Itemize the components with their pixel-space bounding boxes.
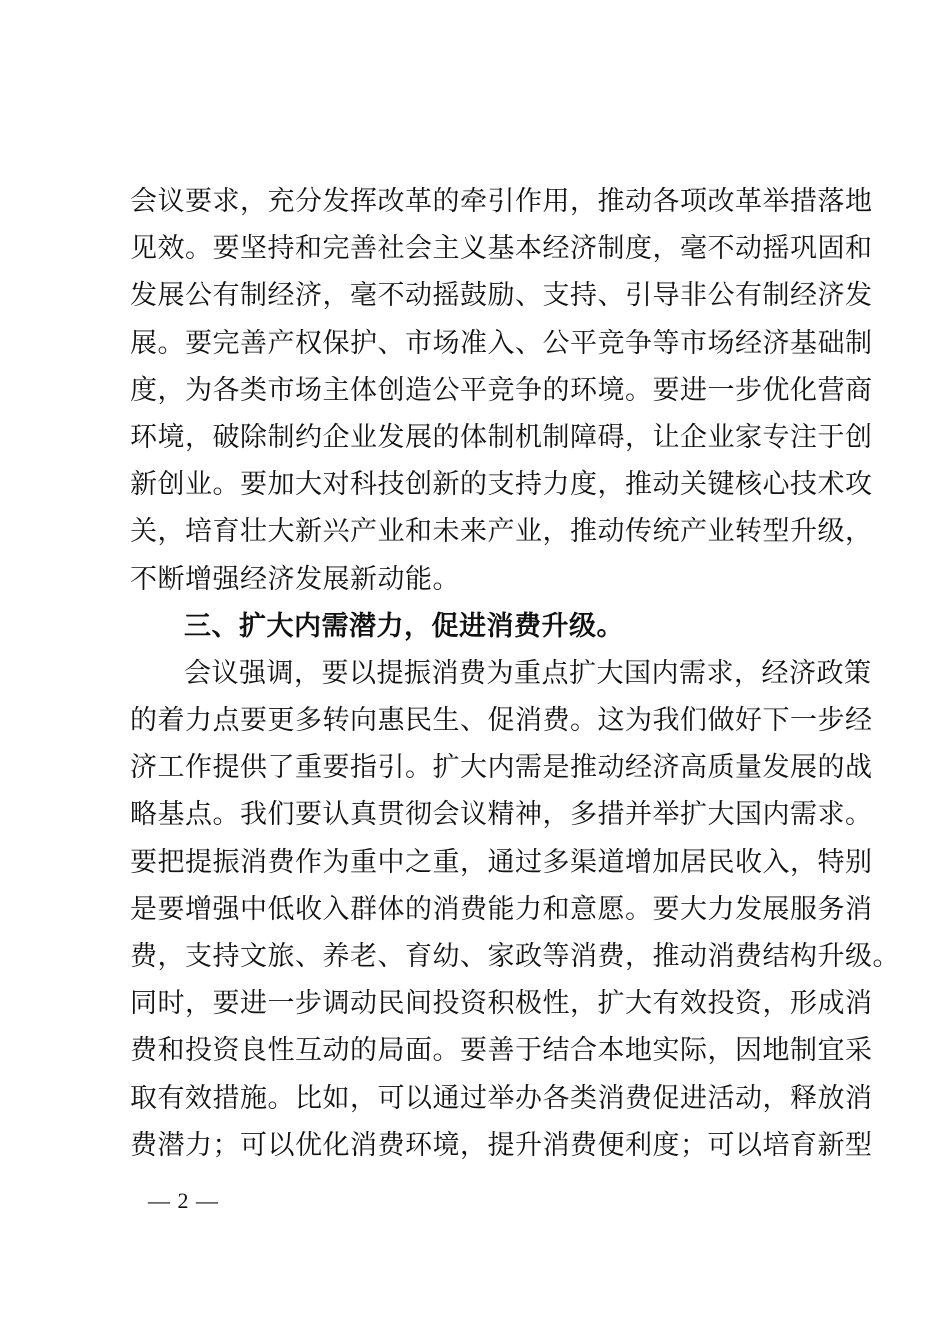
- paragraph-line: 同时，要进一步调动民间投资积极性，扩大有效投资，形成消: [130, 988, 873, 1020]
- paragraph-line: 见效。要坚持和完善社会主义基本经济制度，毫不动摇巩固和: [130, 233, 873, 265]
- paragraph-line: 环境，破除制约企业发展的体制机制障碍，让企业家专注于创: [130, 421, 873, 453]
- paragraph-line: 略基点。我们要认真贯彻会议精神，多措并举扩大国内需求。: [130, 799, 873, 831]
- paragraph-line: 费和投资良性互动的局面。要善于结合本地实际，因地制宜采: [130, 1035, 873, 1067]
- page-number: — 2 —: [148, 1188, 219, 1213]
- paragraph-line: 关，培育壮大新兴产业和未来产业，推动传统产业转型升级，: [130, 516, 873, 548]
- paragraph-line: 度，为各类市场主体创造公平竞争的环境。要进一步优化营商: [130, 374, 873, 406]
- paragraph-line: 取有效措施。比如，可以通过举办各类消费促进活动，释放消: [130, 1082, 873, 1114]
- paragraph-line: 济工作提供了重要指引。扩大内需是推动经济高质量发展的战: [130, 752, 873, 784]
- paragraph-line: 是要增强中低收入群体的消费能力和意愿。要大力发展服务消: [130, 893, 873, 925]
- paragraph-line: 展。要完善产权保护、市场准入、公平竞争等市场经济基础制: [130, 327, 873, 359]
- paragraph-line: 新创业。要加大对科技创新的支持力度，推动关键核心技术攻: [130, 469, 873, 501]
- paragraph-line: 发展公有制经济，毫不动摇鼓励、支持、引导非公有制经济发: [130, 280, 873, 312]
- paragraph-line: 会议强调，要以提振消费为重点扩大国内需求，经济政策: [184, 657, 872, 689]
- body-text: [130, 178, 900, 1169]
- paragraph-line: 要把提振消费作为重中之重，通过多渠道增加居民收入，特别: [130, 846, 873, 878]
- paragraph-line: 费，支持文旅、养老、育幼、家政等消费，推动消费结构升级。: [130, 941, 900, 972]
- paragraph-line: 不断增强经济发展新动能。: [130, 563, 460, 595]
- paragraph-line: 费潜力；可以优化消费环境，提升消费便利度；可以培育新型: [130, 1129, 873, 1161]
- paragraph-line: 的着力点要更多转向惠民生、促消费。这为我们做好下一步经: [130, 705, 873, 737]
- section-heading: 三、扩大内需潜力，促进消费升级。: [184, 610, 624, 642]
- paragraph-line: 会议要求，充分发挥改革的牵引作用，推动各项改革举措落地: [130, 186, 873, 217]
